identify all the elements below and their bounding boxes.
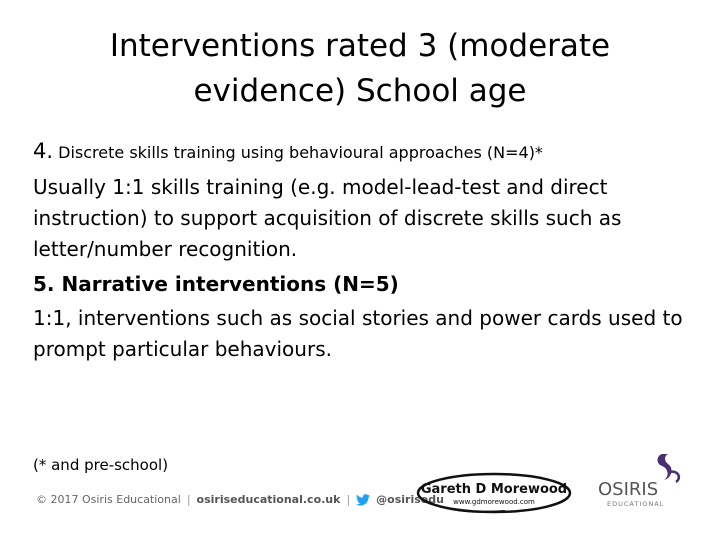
osiris-logo-sub: EDUCATIONAL — [607, 500, 665, 508]
slide-content — [33, 138, 693, 365]
gdm-logo-url: www.gdmorewood.com — [453, 498, 535, 506]
title-line-2: evidence) School age — [193, 73, 527, 109]
twitter-icon — [356, 494, 370, 506]
item-5-body: 1:1, interventions such as social stories and power cards used to prompt particular behaviours. — [33, 306, 683, 361]
osiris-swirl-icon — [658, 454, 672, 480]
osiris-logo-name: OSIRIS — [598, 479, 659, 500]
item-4-number: 4. — [33, 139, 54, 163]
footer-twitter-handle[interactable]: @osirisedu — [376, 493, 444, 506]
footer-bar — [36, 493, 444, 506]
footer-copyright: © 2017 Osiris Educational — [36, 493, 181, 506]
footnote: (* and pre-school) — [33, 456, 169, 474]
footer-separator-2: | — [346, 493, 351, 506]
item-4-heading — [33, 138, 693, 166]
item-5-heading: 5. Narrative interventions (N=5) — [33, 272, 399, 296]
gareth-morewood-logo — [415, 471, 573, 515]
title-line-1: Interventions rated 3 (moderate — [109, 28, 611, 64]
item-4-heading-text: Discrete skills training using behavioural approaches (N=4)* — [58, 143, 543, 162]
footer-separator: | — [186, 493, 191, 506]
item-4-body: Usually 1:1 skills training (e.g. model-lead-test and direct instruction) to support acquisition of discrete skills such as letter/number recognition. — [33, 175, 622, 261]
slide-title — [40, 24, 680, 114]
footer-website-link[interactable]: osiriseducational.co.uk — [196, 493, 341, 506]
osiris-logo — [598, 450, 690, 512]
gdm-logo-name: Gareth D Morewood — [420, 482, 568, 497]
